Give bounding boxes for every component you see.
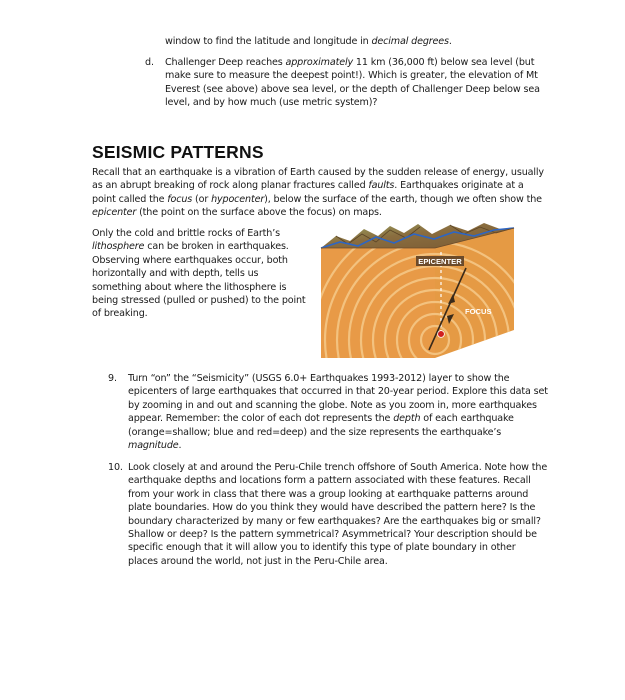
list-item-9: [108, 372, 548, 452]
intro-paragraph: Recall that an earthquake is a vibration of Earth caused by the sudden release of energy, usually as an abrupt breaking of rock along planar fractures called faults. Earthquakes originate at a point called the focus (or hypocenter), below the surface of the earth, though we often show the epicenter (the point on the surface above the focus) on maps.: [92, 167, 544, 219]
focus-label: FOCUS: [465, 307, 492, 316]
list-item-text: Turn “on” the “Seismicity” (USGS 6.0+ Earthquakes 1993-2012) layer to show the epicenters of large earthquakes that occurred in that 20-year period. Explore this data set by zooming in and out and scanning the globe. Note as you zoom in, more earthquakes appear. Remember: the color of each dot represents the depth of each earthquake (orange=shallow; blue and red=deep) and the size represents the earthquake’s magnitude.: [128, 373, 548, 452]
list-item-label: 10.: [108, 462, 123, 473]
earthquake-block-diagram: [318, 222, 518, 360]
list-item-text: Challenger Deep reaches approximately 11 km (36,000 ft) below sea level (but make sure to measure the deepest point!). Which is greater, the elevation of Mt Everest (see above) above sea level, or the depth of Challenger Deep below sea level, and by how much (use metric system)?: [165, 57, 540, 109]
list-item-10: [108, 461, 548, 568]
focus-point: [438, 331, 445, 338]
epicenter-label: EPICENTER: [418, 257, 462, 266]
overflow-line: window to find the latitude and longitude in decimal degrees.: [165, 36, 452, 47]
list-item-label: 9.: [108, 373, 117, 384]
list-item-label: d.: [145, 57, 154, 68]
list-item-d: [145, 56, 545, 110]
list-item-text: Look closely at and around the Peru-Chile trench offshore of South America. Note how the earthquake depths and locations form a pattern associated with these features. Recall from your work in class that there was a group looking at earthquake patterns around plate boundaries. How do you think they would have described the pattern here? Is the boundary characterized by many or few earthquakes? Are the earthquakes big or small? Shallow or deep? Is the pattern symmetrical? Asymmetrical? Your description should be specific enough that it will allow you to identify this type of plate boundary in other places around the world, not just in the Peru-Chile area.: [128, 462, 548, 567]
lithosphere-paragraph: Only the cold and brittle rocks of Earth’s lithosphere can be broken in earthquakes. Observing where earthquakes occur, both horizontally and with depth, tells us something about where the lithosphere is being stressed (pulled or pushed) to the point of breaking.: [92, 228, 306, 320]
block-diagram-svg: [318, 222, 518, 360]
section-heading: SEISMIC PATTERNS: [92, 142, 264, 162]
